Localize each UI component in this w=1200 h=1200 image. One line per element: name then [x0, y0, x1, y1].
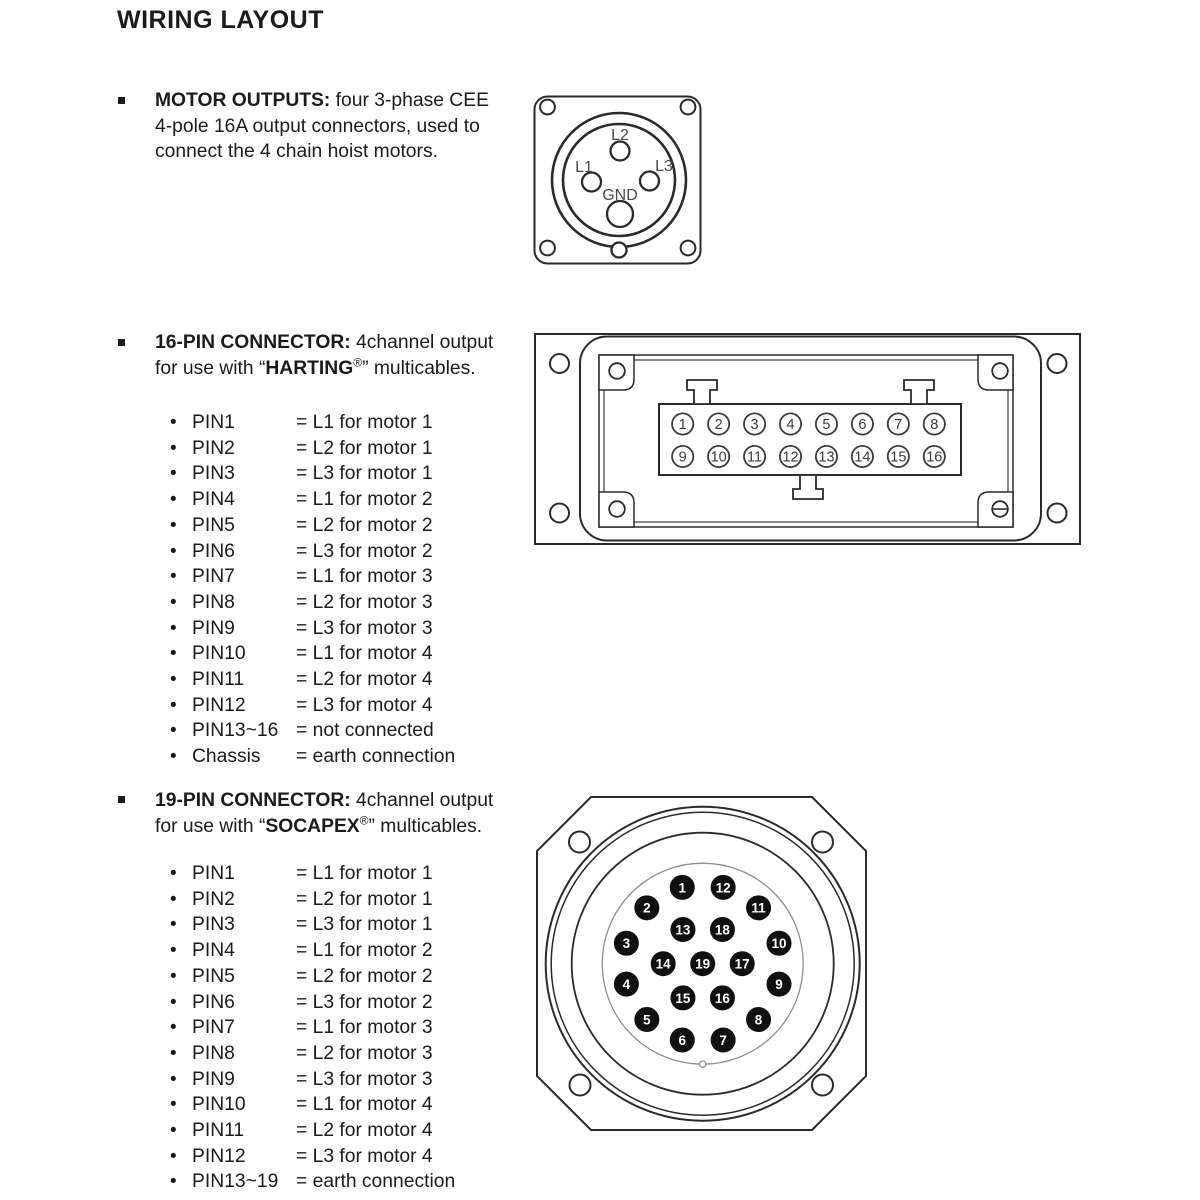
socapex-pin-number: 8	[754, 1012, 763, 1028]
harting-mount-hole	[550, 504, 569, 523]
harting-pin-block	[659, 404, 961, 475]
19pin-desc-post: ” multicables.	[368, 815, 483, 837]
pin-value: = L1 for motor 1	[296, 412, 433, 433]
harting-pin-number: 12	[782, 449, 799, 466]
pin-row	[170, 436, 455, 462]
bullet-dot: •	[170, 412, 177, 433]
pin-label: PIN8	[192, 1042, 235, 1064]
socapex-pin-number: 9	[775, 977, 783, 993]
harting-pin-number: 15	[890, 449, 907, 466]
pin-label: PIN11	[192, 669, 245, 691]
harting-pin-number: 6	[858, 417, 867, 434]
harting-tab-screw	[992, 363, 1008, 379]
socapex-keyway	[700, 1061, 706, 1067]
socapex-pin-number: 7	[719, 1032, 727, 1048]
pin-value: = L3 for motor 3	[296, 1068, 433, 1090]
bullet-dot: •	[170, 1145, 177, 1167]
pin-label: PIN12	[192, 1145, 246, 1167]
pin-value: = earth connection	[296, 746, 456, 768]
cee-screw-hole	[681, 241, 696, 256]
bullet-dot: •	[170, 914, 177, 936]
harting-tab-screw	[609, 363, 625, 379]
pin-label: PIN3	[192, 463, 235, 485]
socapex-connector-diagram	[536, 796, 867, 1132]
pin-label: PIN8	[192, 591, 235, 613]
socapex-mount-hole	[570, 1075, 591, 1096]
pin-row	[170, 1118, 455, 1144]
16pin-desc-post: ” multicables.	[362, 357, 476, 379]
cee-label-l3: L3	[655, 158, 673, 175]
cee-label-l1: L1	[575, 159, 593, 176]
19pin-brand: SOCAPEX	[265, 815, 360, 837]
bullet-dot: •	[170, 720, 177, 742]
cee-screw-hole	[540, 100, 555, 115]
harting-pin-number: 13	[818, 449, 835, 466]
pin-row	[170, 564, 455, 590]
pin-row	[170, 1067, 455, 1093]
pin-row	[170, 938, 455, 964]
pin-row	[170, 1015, 455, 1041]
socapex-mount-hole	[812, 1075, 833, 1096]
pin-row	[170, 1144, 455, 1170]
pin-row	[170, 861, 455, 887]
pin-label: PIN10	[192, 1094, 246, 1116]
pin-row	[170, 990, 455, 1016]
socapex-pin-number: 6	[678, 1032, 687, 1048]
harting-mount-hole	[550, 354, 569, 373]
pin-value: = L3 for motor 3	[296, 617, 433, 639]
harting-pin-number: 14	[854, 449, 871, 466]
pin-row	[170, 590, 455, 616]
section-16pin	[155, 330, 505, 381]
bullet-dot: •	[170, 694, 177, 716]
bullet-dot: •	[170, 863, 177, 884]
pin-value: = L3 for motor 1	[296, 463, 433, 485]
19pin-pin-list	[170, 861, 455, 1195]
16pin-brand: HARTING	[265, 357, 354, 379]
socapex-mount-hole	[569, 832, 590, 853]
harting-pin-number: 5	[822, 417, 831, 434]
harting-pin-number: 2	[714, 417, 723, 434]
pin-label: PIN9	[192, 1068, 235, 1090]
19pin-desc-pre: 4channel output for use with “	[155, 790, 494, 837]
socapex-pin-number: 12	[715, 880, 731, 896]
cee-screw-hole	[681, 100, 696, 115]
registered-mark: ®	[353, 355, 363, 370]
pin-value: = L2 for motor 4	[296, 669, 433, 691]
section-bullet-motor-outputs	[118, 97, 125, 104]
harting-pin-number: 3	[750, 417, 759, 434]
bullet-dot: •	[170, 888, 177, 910]
pin-value: = L1 for motor 2	[296, 489, 433, 511]
socapex-pin-number: 3	[622, 936, 631, 952]
pin-label: PIN3	[192, 914, 235, 936]
pin-row	[170, 1041, 455, 1067]
bullet-dot: •	[170, 566, 177, 588]
pin-label: PIN9	[192, 617, 235, 639]
pin-value: = L2 for motor 2	[296, 965, 433, 987]
pin-value: = L2 for motor 3	[296, 591, 433, 613]
pin-label: PIN13~16	[192, 720, 279, 742]
bullet-dot: •	[170, 1094, 177, 1116]
section-bullet-16pin	[118, 339, 125, 346]
bullet-dot: •	[170, 643, 177, 665]
pin-label: PIN4	[192, 489, 235, 511]
cee-keyway	[612, 243, 627, 258]
socapex-pin-number: 17	[734, 956, 750, 972]
bullet-dot: •	[170, 991, 177, 1013]
pin-label: PIN13~19	[192, 1171, 279, 1193]
19pin-paragraph	[155, 788, 505, 839]
pin-value: = L3 for motor 2	[296, 540, 433, 562]
pin-value: = L2 for motor 1	[296, 888, 433, 910]
pin-label: PIN12	[192, 694, 246, 716]
socapex-pin-number: 2	[643, 900, 651, 916]
pin-value: = L3 for motor 2	[296, 991, 433, 1013]
pin-row	[170, 964, 455, 990]
pin-label: PIN7	[192, 566, 235, 588]
pin-row	[170, 887, 455, 913]
pin-label: PIN6	[192, 540, 235, 562]
bullet-dot: •	[170, 463, 177, 485]
pin-row	[170, 539, 455, 565]
harting-pin-number: 10	[710, 449, 727, 466]
page-title: WIRING LAYOUT	[117, 6, 324, 34]
pin-value: = L3 for motor 1	[296, 914, 433, 936]
pin-label: PIN7	[192, 1017, 235, 1039]
socapex-pin-number: 16	[714, 990, 730, 1006]
socapex-pin-number: 15	[675, 990, 691, 1006]
pin-value: = earth connection	[296, 1171, 456, 1193]
pin-label: PIN2	[192, 888, 235, 910]
pin-row	[170, 1092, 455, 1118]
pin-row	[170, 912, 455, 938]
pin-label: PIN6	[192, 991, 235, 1013]
16pin-pin-list	[170, 410, 455, 770]
harting-pin-number: 8	[930, 417, 939, 434]
harting-pin-number: 4	[786, 417, 795, 434]
bullet-dot: •	[170, 669, 177, 691]
pin-label: PIN2	[192, 437, 235, 459]
motor-outputs-paragraph	[155, 88, 505, 165]
bullet-dot: •	[170, 540, 177, 562]
pin-row	[170, 1169, 455, 1195]
cee-pin-l2	[611, 142, 630, 161]
pin-label: PIN5	[192, 514, 235, 536]
pin-label: PIN1	[192, 863, 235, 884]
cee-label-l2: L2	[611, 127, 629, 144]
bullet-dot: •	[170, 1171, 177, 1193]
harting-pin-number: 1	[678, 417, 687, 434]
bullet-dot: •	[170, 1068, 177, 1090]
pin-row	[170, 616, 455, 642]
pin-value: = L2 for motor 1	[296, 437, 433, 459]
pin-label: PIN11	[192, 1120, 245, 1142]
pin-row	[170, 461, 455, 487]
pin-row	[170, 693, 455, 719]
cee-label-gnd: GND	[602, 187, 638, 204]
socapex-pin-number: 18	[714, 922, 730, 938]
pin-label: PIN5	[192, 965, 235, 987]
bullet-dot: •	[170, 1120, 177, 1142]
bullet-dot: •	[170, 591, 177, 613]
bullet-dot: •	[170, 489, 177, 511]
section-motor-outputs	[155, 88, 505, 165]
pin-value: = L1 for motor 2	[296, 940, 433, 962]
socapex-pin-number: 1	[678, 880, 687, 896]
bullet-dot: •	[170, 1042, 177, 1064]
cee-pin-gnd	[607, 201, 633, 227]
harting-mount-hole	[1048, 354, 1067, 373]
pin-label: PIN1	[192, 412, 235, 433]
16pin-heading: 16-PIN CONNECTOR:	[155, 332, 351, 353]
pin-value: = L1 for motor 3	[296, 566, 433, 588]
16pin-desc-pre: 4channel output for use with “	[155, 332, 494, 379]
pin-row	[170, 744, 455, 770]
socapex-pin-number: 13	[675, 922, 691, 938]
16pin-paragraph	[155, 330, 505, 381]
registered-mark: ®	[359, 813, 369, 828]
pin-row	[170, 513, 455, 539]
socapex-pin-number: 19	[695, 956, 711, 972]
section-19pin	[155, 788, 505, 839]
harting-tab-screw	[609, 501, 625, 517]
harting-pin-number: 16	[926, 449, 943, 466]
pin-value: = L2 for motor 3	[296, 1042, 433, 1064]
pin-label: PIN4	[192, 940, 235, 962]
bullet-dot: •	[170, 1017, 177, 1039]
pin-value: = L3 for motor 4	[296, 1145, 433, 1167]
pin-value: = L3 for motor 4	[296, 694, 433, 716]
harting-pin-number: 7	[894, 417, 903, 434]
bullet-dot: •	[170, 940, 177, 962]
bullet-dot: •	[170, 514, 177, 536]
pin-label: Chassis	[192, 746, 261, 768]
bullet-dot: •	[170, 965, 177, 987]
harting-pin-number: 9	[678, 449, 687, 466]
socapex-pin-number: 10	[771, 936, 787, 952]
section-bullet-19pin	[118, 796, 125, 803]
bullet-dot: •	[170, 437, 177, 459]
bullet-dot: •	[170, 746, 177, 768]
harting-mount-hole	[1048, 504, 1067, 523]
pin-row	[170, 667, 455, 693]
socapex-pin-number: 5	[643, 1012, 651, 1028]
pin-value: = L1 for motor 1	[296, 863, 433, 884]
socapex-mount-hole	[812, 832, 833, 853]
socapex-pin-number: 14	[655, 956, 671, 972]
harting-pin-number: 11	[747, 449, 763, 466]
19pin-heading: 19-PIN CONNECTOR:	[155, 790, 351, 811]
pin-value: = L1 for motor 3	[296, 1017, 433, 1039]
bullet-dot: •	[170, 617, 177, 639]
pin-value: = L2 for motor 2	[296, 514, 433, 536]
socapex-pin-number: 4	[622, 977, 631, 993]
pin-label: PIN10	[192, 643, 246, 665]
pin-value: = L1 for motor 4	[296, 643, 433, 665]
cee-connector-diagram	[533, 95, 702, 265]
harting-connector-diagram	[534, 333, 1081, 545]
cee-screw-hole	[540, 241, 555, 256]
pin-row	[170, 487, 455, 513]
motor-outputs-desc: four 3-phase CEE 4-pole 16A output connectors, used to connect the 4 chain hoist motors.	[155, 90, 489, 163]
motor-outputs-heading: MOTOR OUTPUTS:	[155, 90, 331, 111]
pin-row	[170, 410, 455, 436]
pin-row	[170, 718, 455, 744]
pin-value: = L1 for motor 4	[296, 1094, 433, 1116]
pin-row	[170, 641, 455, 667]
pin-value: = not connected	[296, 720, 434, 742]
pin-value: = L2 for motor 4	[296, 1120, 433, 1142]
socapex-pin-number: 11	[751, 900, 766, 916]
